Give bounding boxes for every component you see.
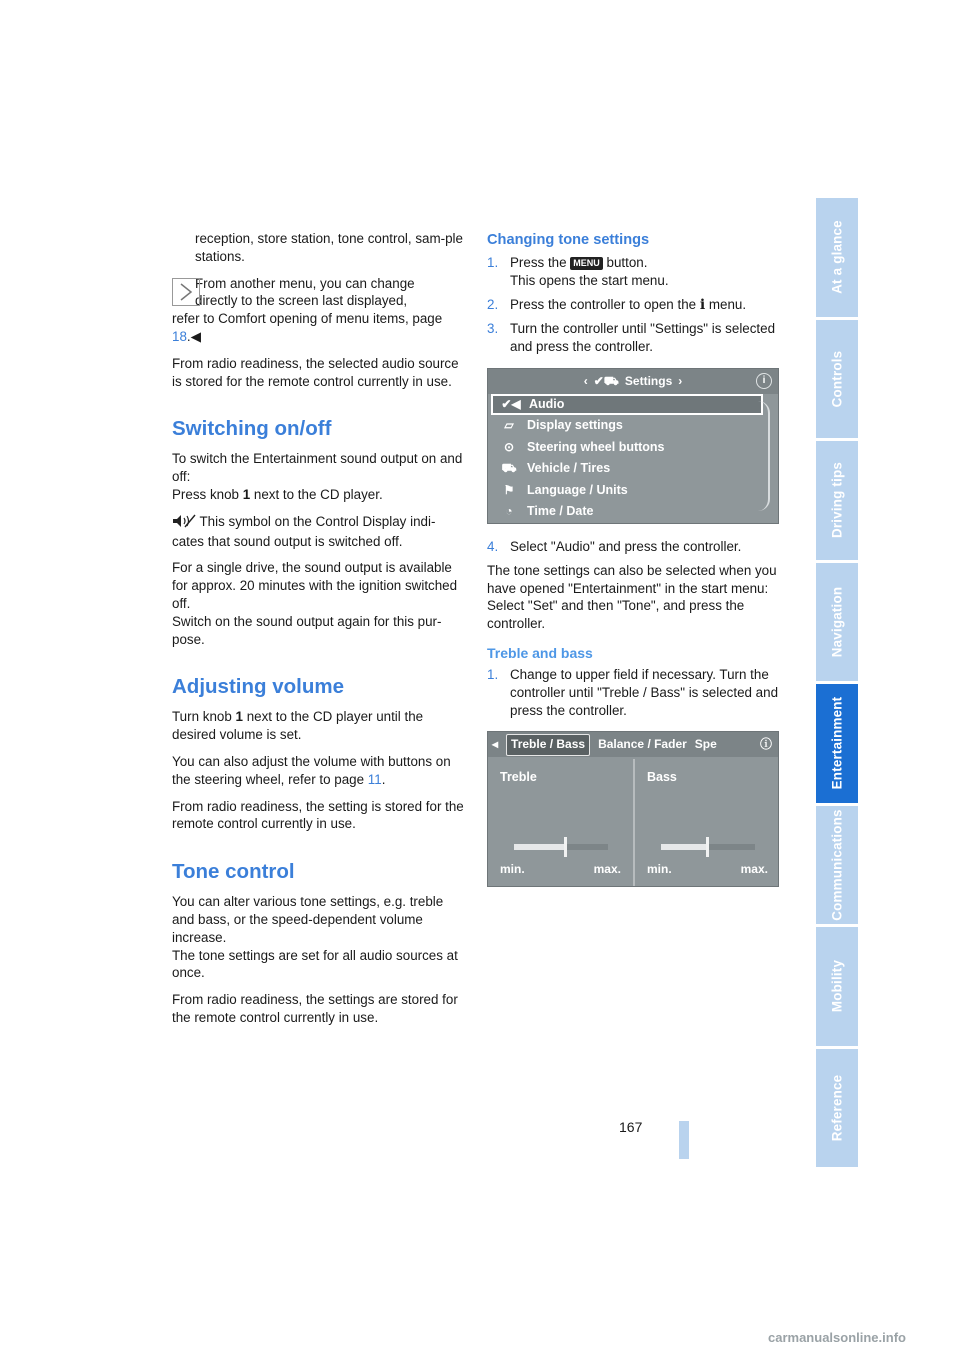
treble-panel[interactable] [488,759,635,886]
menu-item-audio[interactable] [491,394,763,416]
flag-icon: ⚑ [503,482,515,497]
bass-label: Bass [647,770,677,785]
car-icon: ⛟ [501,461,517,476]
side-tab-label: Mobility [829,960,845,1013]
menu-item-label: Time / Date [527,504,594,519]
text: . [381,771,386,787]
step-number: 4. [487,538,499,554]
paragraph: To switch the Entertainment sound output on and off: [172,451,463,485]
menu-item-steering[interactable] [491,437,763,459]
info-icon: ⓘ [759,736,772,751]
info-icon: i [756,373,772,389]
step-number: 1. [487,255,499,270]
page-number: 167 [619,1119,643,1135]
side-tab-communications[interactable] [816,806,858,928]
paragraph: From radio readiness, the settings are stored for the remote control currently in use. [172,992,458,1025]
paragraph: The tone settings are set for all audio sources at once. [172,947,458,981]
note-text: refer to Comfort opening of menu items, page [172,311,443,327]
end-mark: .◀ [186,328,201,344]
side-tab-label: Controls [829,350,845,408]
side-tab-navigation[interactable] [816,563,858,685]
settings-icon: ✔⛟ [593,373,619,388]
settings-screen [487,368,779,524]
watermark: carmanualsonline.info [768,1330,906,1345]
text: next to the CD player. [250,486,383,502]
menu-item-vehicle[interactable] [491,458,763,480]
chevron-left-icon: ◂ [492,736,499,751]
paragraph: From radio readiness, the setting is stored for the remote control currently in use. [172,798,464,832]
menu-item-label: Display settings [527,418,623,433]
right-column [487,230,779,901]
side-tab-reference[interactable] [816,1049,858,1171]
section-tabs [816,198,858,1170]
side-tab-label: Driving tips [829,462,845,539]
paragraph: Select "Set" and then "Tone", and press the controller. [487,598,745,632]
paragraph: You can alter various tone settings, e.g. treble and bass, or the speed-dependent volume increase. [172,894,444,945]
step-number: 3. [487,321,499,337]
bass-slider[interactable] [661,844,755,850]
tone-screen [487,731,779,887]
tab-speed[interactable]: Spe [694,736,717,751]
paragraph: From radio readiness, the selected audio source is stored for the remote control currently in use. [172,355,459,389]
paragraph: The tone settings can also be selected when you have opened "Entertainment" in the start menu: [487,562,777,596]
side-tab-label: Communications [829,809,845,921]
page-link[interactable]: 11 [367,771,382,787]
side-tab-entertainment[interactable] [816,684,858,806]
menu-item-display[interactable] [491,415,763,437]
bass-slider-fill [661,844,708,850]
menu-item-time[interactable] [491,501,763,523]
text: Change to upper field if necessary. Turn the controller until "Treble / Bass" is selected and press the controller. [510,666,779,718]
heading-tone: Tone control [172,860,295,884]
min-label: min. [500,861,525,876]
text: Press knob [172,486,243,502]
max-label: max. [740,861,768,876]
note [172,275,464,346]
chevron-left-icon: ‹ [583,373,588,388]
tab-balance-fader[interactable]: Balance / Fader [598,736,687,751]
treble-label: Treble [500,770,537,785]
display-icon: ▱ [504,418,514,433]
side-tab-driving-tips[interactable] [816,441,858,563]
menu-item-label: Language / Units [527,482,628,497]
text: Press the [510,255,571,270]
steering-wheel-icon: ⊙ [503,439,515,454]
heading-changing: Changing tone settings [487,232,650,248]
paragraph: Switch on the sound output again for this pur-pose. [172,613,442,647]
text: menu. [705,296,747,312]
paragraph: For a single drive, the sound output is available for approx. 20 minutes with the ignition switched off. [172,560,458,611]
side-tab-label: Entertainment [829,696,845,790]
side-tab-controls[interactable] [816,320,858,442]
scrollbar[interactable] [758,401,770,511]
step-text: This opens the start menu. [510,272,669,288]
knob-number: 1 [242,486,251,502]
heading-treble-bass: Treble and bass [487,644,593,661]
note-line1: From another menu, you can change [195,275,415,291]
treble-slider-knob[interactable] [564,837,567,857]
clock-icon: ◔ [505,504,513,519]
page-marker [679,1121,689,1159]
sound-off-icon [172,514,196,533]
heading-switching: Switching on/off [172,417,332,441]
bass-panel[interactable] [635,759,779,886]
left-column [172,230,464,1036]
paragraph: This symbol on the Control Display indi-cates that sound output is switched off. [172,513,436,549]
side-tab-mobility[interactable] [816,927,858,1049]
menu-item-label: Vehicle / Tires [527,461,611,476]
side-tab-label: Navigation [829,586,845,657]
side-tab-label: Reference [829,1074,845,1142]
screen-title-bar [488,369,778,394]
text: button. [602,255,648,270]
text: Press the controller to open the [510,296,700,312]
screen-title: Settings [624,373,673,388]
treble-slider-fill [514,844,566,850]
side-tab-at-a-glance[interactable] [816,198,858,320]
text: You can also adjust the volume with buttons on the steering wheel, refer to page [172,753,451,787]
page-link[interactable]: 18 [172,328,187,344]
note-arrow-icon [172,278,200,306]
menu-item-label: Audio [529,396,565,411]
min-label: min. [647,861,672,876]
text: Turn knob [172,709,236,725]
tab-treble-bass[interactable]: Treble / Bass [506,734,590,756]
step-number: 2. [487,296,499,312]
knob-number: 1 [235,709,243,725]
step-number: 1. [487,666,499,682]
menu-item-label: Steering wheel buttons [527,439,665,454]
text: Turn the controller until "Settings" is selected and press the controller. [510,321,776,355]
chevron-right-icon: › [678,373,683,388]
paragraph: reception, store station, tone control, sam-ple stations. [195,231,463,264]
heading-volume: Adjusting volume [172,675,344,699]
side-tab-label: At a glance [829,220,845,295]
max-label: max. [593,861,621,876]
audio-icon: ✔◀ [501,396,521,411]
treble-slider[interactable] [514,844,608,850]
note-line2: directly to the screen last displayed, [195,293,408,309]
menu-item-language[interactable] [491,480,763,502]
bass-slider-knob[interactable] [706,837,709,857]
info-icon: i [699,296,706,313]
text: Select "Audio" and press the controller. [510,538,742,554]
menu-button-icon: MENU [570,257,603,270]
text: next to the CD player until the desired volume is set. [172,709,424,743]
tone-tabs [488,732,778,757]
